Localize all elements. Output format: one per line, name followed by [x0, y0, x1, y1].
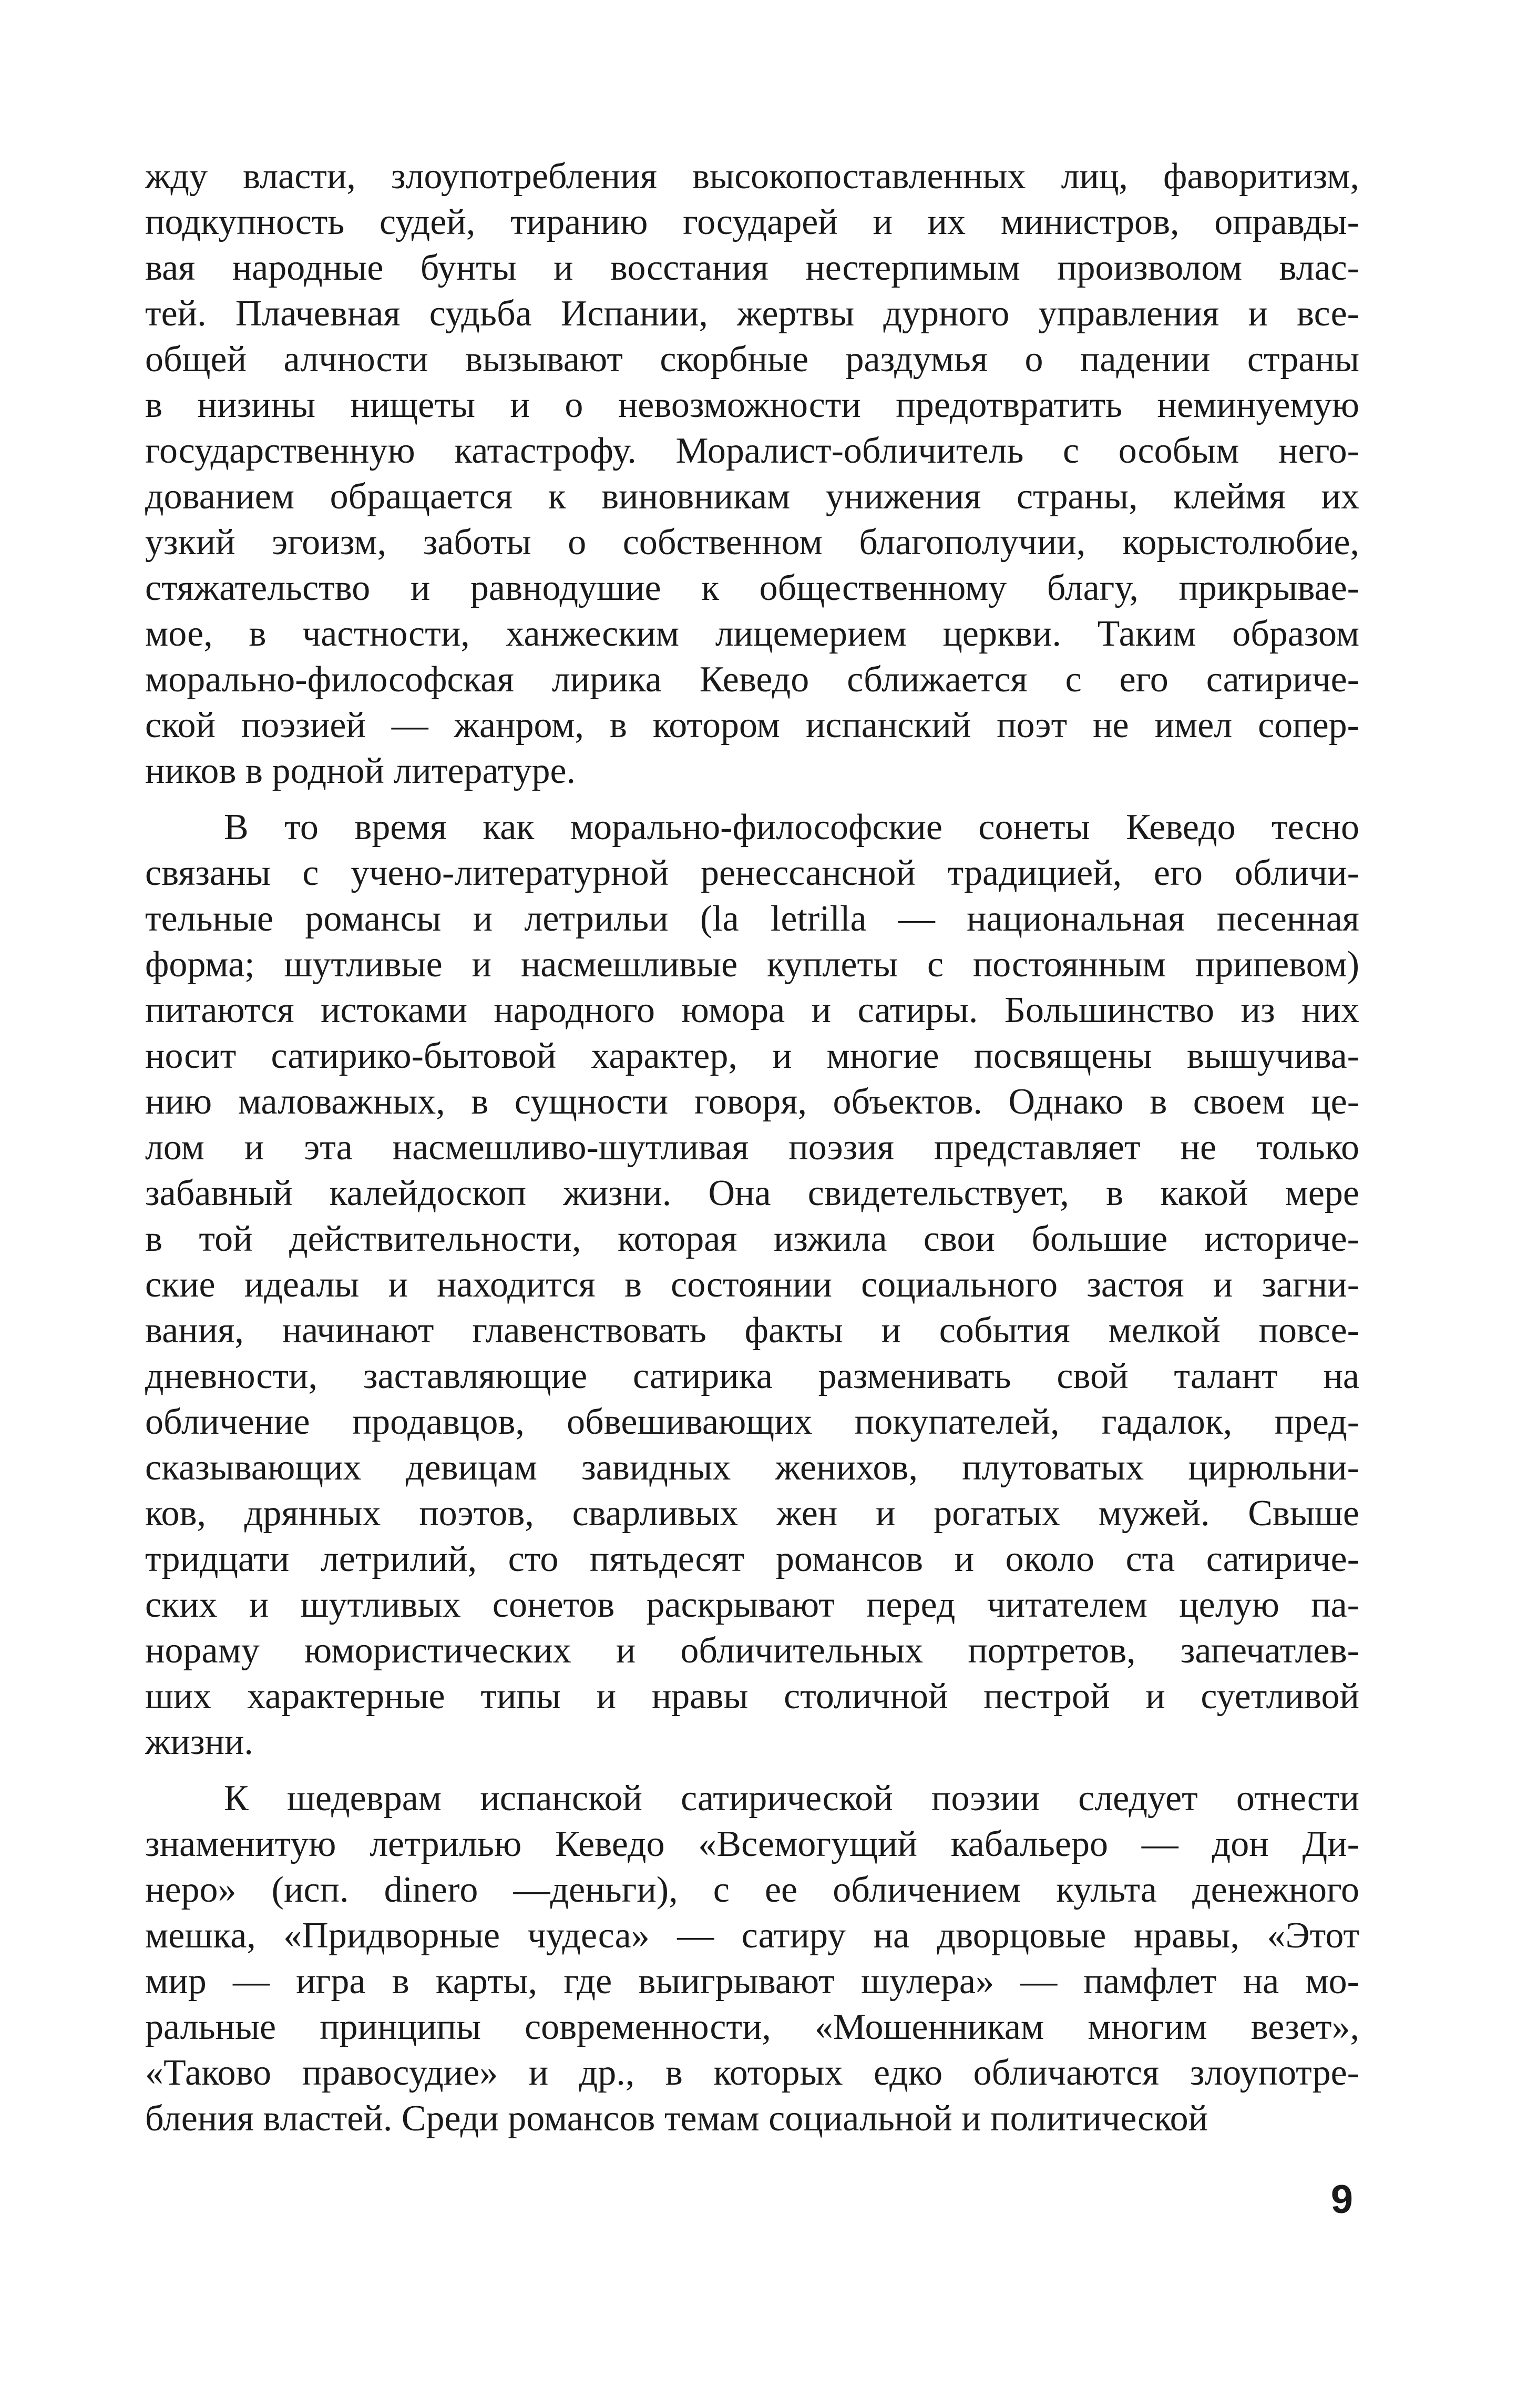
text-line: мир — игра в карты, где выигрывают шулера» — памфлет на мо-	[145, 1961, 1359, 2002]
text-line: морально-философская лирика Кеведо сближается с его сатириче-	[145, 659, 1359, 700]
text-line: вания, начинают главенствовать факты и события мелкой повсе-	[145, 1310, 1359, 1351]
paragraph	[145, 804, 1359, 1765]
text-line: бления властей. Среди романсов темам социальной и политической	[145, 2098, 1208, 2139]
text-line: неро» (исп. dinero —деньги), с ее обличением культа денежного	[145, 1870, 1359, 1910]
text-line: дневности, заставляющие сатирика разменивать свой талант на	[145, 1356, 1359, 1396]
text-line: узкий эгоизм, заботы о собственном благополучии, корыстолюбие,	[145, 522, 1359, 563]
text-line: ральные принципы современности, «Мошенникам многим везет»,	[145, 2007, 1359, 2047]
text-line: ников в родной литературе.	[145, 751, 576, 791]
paragraph	[145, 154, 1359, 794]
text-line: жизни.	[145, 1722, 253, 1762]
page-number: 9	[1330, 2177, 1353, 2222]
text-line: мешка, «Придворные чудеса» — сатиру на дворцовые нравы, «Этот	[145, 1915, 1359, 1956]
text-line: ших характерные типы и нравы столичной пестрой и суетливой	[145, 1676, 1359, 1717]
text-line: жду власти, злоупотребления высокопоставленных лиц, фаворитизм,	[145, 156, 1359, 197]
text-line: тельные романсы и летрильи (la letrilla — национальная песенная	[145, 899, 1359, 939]
text-line: ской поэзией — жанром, в котором испанский поэт не имел сопер-	[145, 705, 1359, 746]
text-line: знаменитую летрилью Кеведо «Всемогущий кабальеро — дон Ди-	[145, 1824, 1359, 1864]
body-text	[145, 154, 1359, 2141]
text-line: вая народные бунты и восстания нестерпимым произволом влас-	[145, 248, 1359, 288]
text-line: сказывающих девицам завидных женихов, плутоватых цирюльни-	[145, 1447, 1359, 1488]
paragraph-gap	[145, 1765, 1359, 1776]
text-line: подкупность судей, тиранию государей и их министров, оправды-	[145, 202, 1359, 242]
text-line: в той действительности, которая изжила свои большие историче-	[145, 1219, 1359, 1259]
text-line: К шедеврам испанской сатирической поэзии следует отнести	[224, 1778, 1359, 1819]
text-line: питаются истоками народного юмора и сатиры. Большинство из них	[145, 990, 1359, 1030]
text-line: общей алчности вызывают скорбные раздумья о падении страны	[145, 339, 1359, 380]
text-line: забавный калейдоскоп жизни. Она свидетельствует, в какой мере	[145, 1173, 1359, 1213]
text-line: в низины нищеты и о невозможности предотвратить неминуемую	[145, 385, 1359, 425]
text-line: ских и шутливых сонетов раскрывают перед читателем целую па-	[145, 1585, 1359, 1625]
text-line: ские идеалы и находится в состоянии социального застоя и загни-	[145, 1264, 1359, 1305]
text-line: В то время как морально-философские сонеты Кеведо тесно	[224, 807, 1359, 848]
text-line: «Таково правосудие» и др., в которых едко обличаются злоупотре-	[145, 2053, 1359, 2093]
text-line: государственную катастрофу. Моралист-обличитель с особым него-	[145, 431, 1359, 471]
text-line: лом и эта насмешливо-шутливая поэзия представляет не только	[145, 1127, 1359, 1168]
paragraph-gap	[145, 794, 1359, 804]
text-line: ков, дрянных поэтов, сварливых жен и рогатых мужей. Свыше	[145, 1493, 1359, 1534]
text-line: мое, в частности, ханжеским лицемерием церкви. Таким образом	[145, 614, 1359, 654]
text-line: носит сатирико-бытовой характер, и многие посвящены вышучива-	[145, 1036, 1359, 1076]
text-line: дованием обращается к виновникам унижения страны, клеймя их	[145, 476, 1359, 517]
text-line: нию маловажных, в сущности говоря, объектов. Однако в своем це-	[145, 1081, 1359, 1122]
text-line: обличение продавцов, обвешивающих покупателей, гадалок, пред-	[145, 1402, 1359, 1442]
paragraph	[145, 1776, 1359, 2141]
text-line: тридцати летрилий, сто пятьдесят романсов и около ста сатириче-	[145, 1539, 1359, 1579]
text-line: тей. Плачевная судьба Испании, жертвы дурного управления и все-	[145, 293, 1359, 334]
text-line: нораму юмористических и обличительных портретов, запечатлев-	[145, 1630, 1359, 1671]
text-line: связаны с учено-литературной ренессансной традицией, его обличи-	[145, 853, 1359, 893]
text-line: стяжательство и равнодушие к общественному благу, прикрывае-	[145, 568, 1359, 608]
text-line: форма; шутливые и насмешливые куплеты с постоянным припевом)	[145, 944, 1359, 985]
